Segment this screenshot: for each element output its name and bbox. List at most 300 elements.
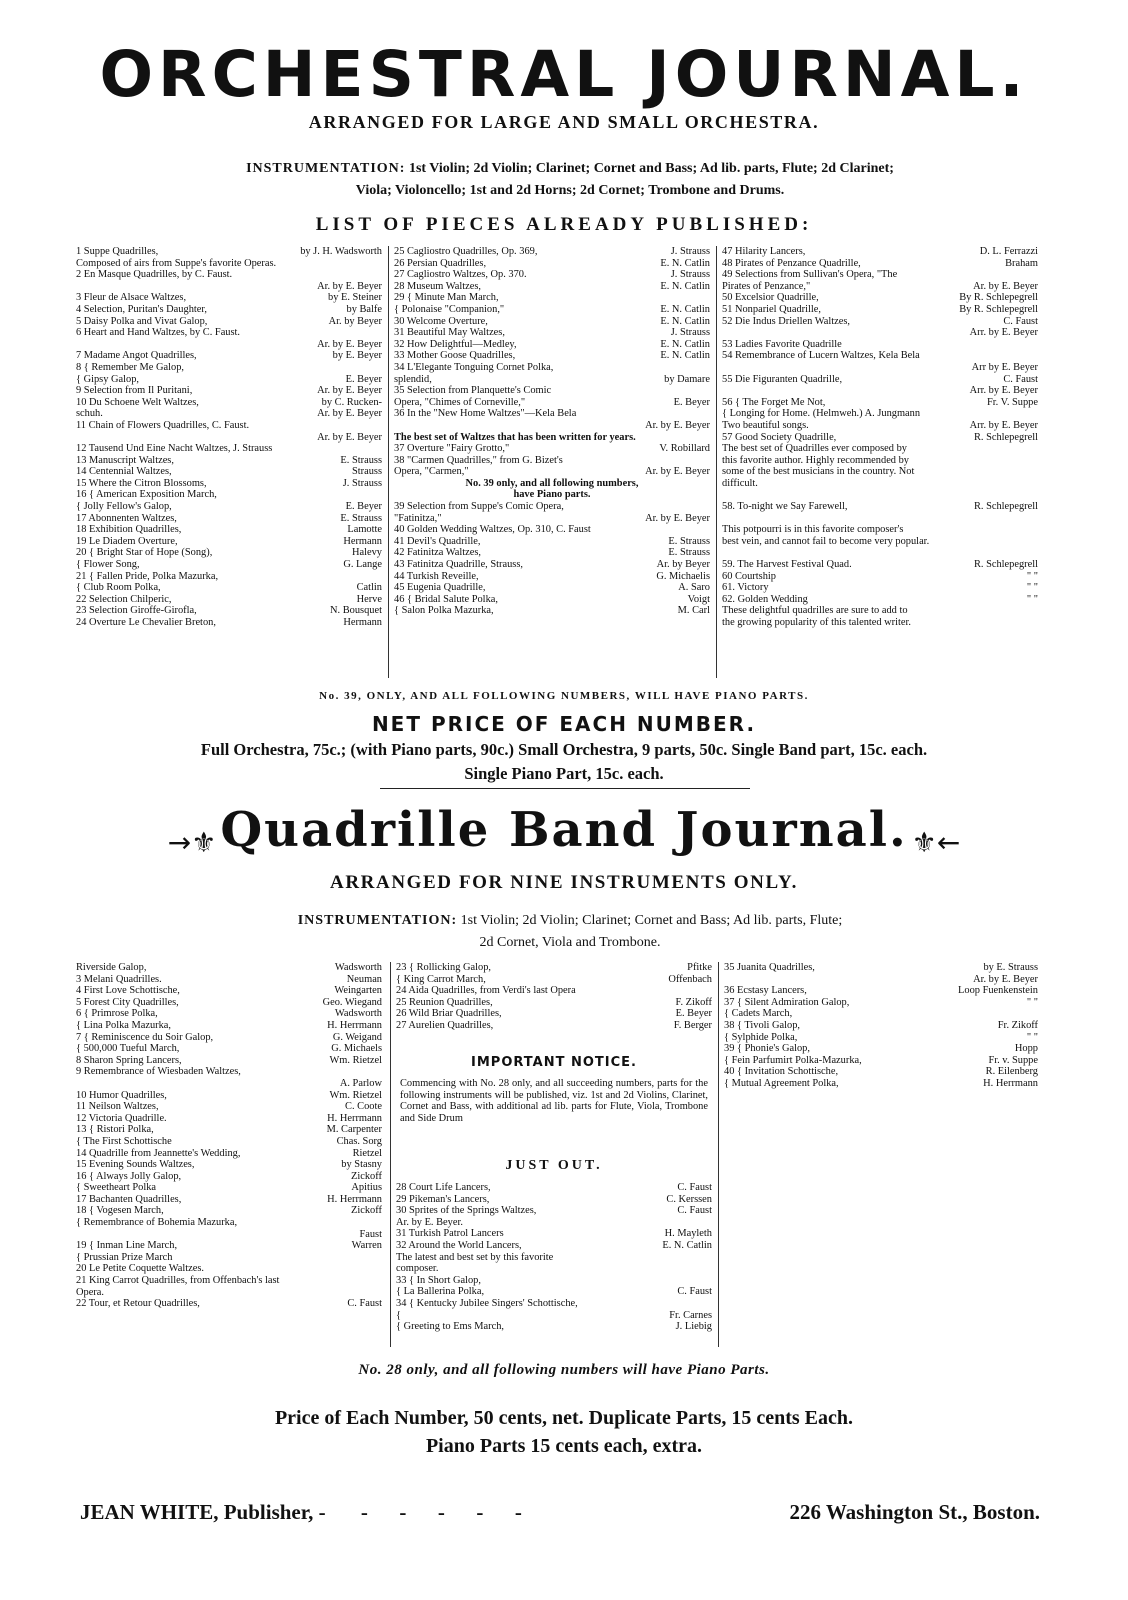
piece-composer: J. Strauss: [670, 246, 710, 257]
list-item: [722, 594, 1038, 606]
list-item: [76, 1275, 382, 1287]
list-item: [76, 316, 382, 328]
piece-title: 30 Sprites of the Springs Waltzes,: [396, 1205, 537, 1217]
list-item: [396, 1321, 712, 1333]
piece-composer: H. Herrmann: [327, 1193, 382, 1205]
piece-title: { Fein Parfumirt Polka-Mazurka,: [724, 1054, 862, 1066]
list-item: [396, 1310, 712, 1322]
list-item: [76, 374, 382, 386]
list-title: LIST OF PIECES ALREADY PUBLISHED:: [315, 214, 813, 235]
piece-title: 17 Bachanten Quadrilles,: [76, 1193, 182, 1205]
piece-title: 47 Hilarity Lancers,: [722, 246, 806, 257]
piece-composer: Herve: [356, 593, 382, 605]
list-item: [76, 432, 382, 444]
piece-title: This potpourri is in this favorite composer's: [722, 524, 904, 536]
piece-title: 17 Abonnenten Waltzes,: [76, 512, 177, 524]
piece-composer: E. Beyer: [673, 396, 710, 408]
list-item: [722, 443, 1038, 455]
piece-title: [722, 547, 725, 559]
piece-title: { Club Room Polka,: [76, 582, 161, 594]
piece-title: Opera, "Carmen,": [394, 466, 469, 478]
list-item: [396, 1205, 712, 1217]
piece-title: 55 Die Figuranten Quadrille,: [722, 373, 843, 385]
list-item: [76, 962, 382, 974]
list-item: [76, 524, 382, 536]
list-item: [76, 350, 382, 362]
piece-title: 25 Cagliostro Quadrilles, Op. 369,: [394, 246, 538, 257]
piece-composer: C. Faust: [347, 1298, 382, 1310]
list-item: [394, 605, 710, 617]
piece-title: 4 First Love Schottische,: [76, 985, 180, 997]
piece-title: 59. The Harvest Festival Quad.: [722, 559, 852, 571]
important-notice-text: Commencing with No. 28 only, and all succeeding numbers, parts for the following instruments will be published, viz. 1st and 2d Violins, Clarinet, Cornet and Bass, with additional ad lib. parts for Flute, Viola, Trombone and Side Drum: [400, 1078, 708, 1124]
piece-title: 43 Fatinitza Quadrille, Strauss,: [394, 559, 523, 571]
list-item: [76, 1240, 382, 1252]
important-notice-title: IMPORTANT NOTICE.: [471, 1055, 637, 1070]
piece-title: 37 { Silent Admiration Galop,: [724, 996, 850, 1008]
piece-title: 61. Victory: [722, 582, 769, 594]
piece-title: 13 { Ristori Polka,: [76, 1124, 154, 1136]
piece-title: 37 Overture "Fairy Grotto,": [394, 443, 510, 455]
piece-composer: H. Herrmann: [983, 1077, 1038, 1089]
piece-composer: E. Beyer: [345, 501, 382, 513]
list-item: [394, 258, 710, 270]
piece-composer: C. Kerssen: [666, 1193, 712, 1205]
list-item: [76, 455, 382, 467]
list-item: [722, 617, 1038, 629]
piece-title: 35 Juanita Quadrilles,: [724, 962, 815, 973]
piece-composer: Ar. by Beyer: [328, 315, 382, 327]
list-item: [722, 559, 1038, 571]
piece-title: best vein, and cannot fail to become very popular.: [722, 535, 930, 547]
piece-composer: E. Strauss: [340, 512, 382, 524]
piece-title: 30 Welcome Overture,: [394, 315, 488, 327]
list-item: [396, 1020, 712, 1032]
piece-title: schuh.: [76, 408, 103, 420]
piece-title: 62. Golden Wedding: [722, 593, 808, 605]
list-item: [76, 258, 382, 270]
list-item: [724, 997, 1038, 1009]
piece-title: No. 39 only, and all following numbers,: [465, 477, 639, 489]
list-item: [394, 513, 710, 525]
piece-composer: Wadsworth: [334, 1008, 382, 1020]
list-item: [724, 962, 1038, 974]
piece-title: 21 King Carrot Quadrilles, from Offenbach's last: [76, 1275, 280, 1287]
piece-composer: E. N. Catlin: [660, 350, 710, 362]
piece-title: have Piano parts.: [513, 489, 591, 501]
list-item: [76, 501, 382, 513]
piece-composer: Hopp: [1014, 1043, 1038, 1055]
piece-title: 24 Overture Le Chevalier Breton,: [76, 617, 216, 628]
piece-composer: R. Schlepegrell: [973, 559, 1038, 571]
piece-composer: E. Strauss: [340, 454, 382, 466]
piece-composer: E. N. Catlin: [660, 338, 710, 350]
piece-title: 33 Mother Goose Quadrilles,: [394, 350, 516, 362]
list-item: [722, 524, 1038, 536]
list-item: [394, 432, 710, 444]
list-item: [724, 1055, 1038, 1067]
piece-composer: C. Faust: [677, 1205, 712, 1217]
piece-composer: " ": [1026, 570, 1038, 582]
list-item: [394, 559, 710, 571]
piece-composer: E. N. Catlin: [660, 257, 710, 269]
quadrille-column-3: [724, 962, 1038, 1090]
piece-composer: Fr. V. Suppe: [986, 396, 1038, 408]
piece-composer: J. Strauss: [342, 477, 382, 489]
piece-composer: Ar. by E. Beyer: [973, 280, 1038, 292]
ornament-left-icon: →⚜: [167, 825, 217, 859]
piece-title: 16 { Always Jolly Galop,: [76, 1170, 182, 1182]
piece-title: 31 Beautiful May Waltzes,: [394, 327, 505, 339]
page-title: ORCHESTRAL JOURNAL.: [99, 38, 1029, 111]
list-item: [76, 1008, 382, 1020]
list-item: [722, 269, 1038, 281]
quadrille-column-1: [76, 962, 382, 1310]
piece-composer: by E. Beyer: [332, 350, 382, 362]
piece-title: { Sylphide Polka,: [724, 1031, 798, 1043]
piece-title: 10 Du Schoene Welt Waltzes,: [76, 396, 199, 408]
list-item: [394, 385, 710, 397]
piece-title: 10 Humor Quadrilles,: [76, 1089, 167, 1101]
piece-composer: Neuman: [346, 973, 382, 985]
list-item: [722, 420, 1038, 432]
list-item: [724, 1043, 1038, 1055]
piece-title: 13 Manuscript Waltzes,: [76, 454, 174, 466]
piece-composer: G. Michaels: [331, 1043, 382, 1055]
piece-title: { La Ballerina Polka,: [396, 1286, 485, 1298]
list-item: [76, 1136, 382, 1148]
piece-composer: V. Robillard: [659, 443, 710, 455]
piece-title: 22 Tour, et Retour Quadrilles,: [76, 1298, 200, 1310]
piece-title: 42 Fatinitza Waltzes,: [394, 547, 481, 559]
piece-title: { Flower Song,: [76, 559, 140, 571]
list-item: [724, 985, 1038, 997]
piece-composer: Lamotte: [347, 524, 382, 536]
piece-title: 11 Neilson Waltzes,: [76, 1101, 159, 1113]
list-item: [396, 1275, 712, 1287]
instrumentation-label: INSTRUMENTATION:: [297, 913, 458, 928]
piece-title: 29 { Minute Man March,: [394, 292, 499, 304]
piece-title: 39 { Phonie's Galop,: [724, 1043, 810, 1055]
list-item: [76, 489, 382, 501]
piece-title: 57 Good Society Quadrille,: [722, 431, 837, 443]
piece-composer: E. Beyer: [675, 1008, 712, 1020]
list-item: [394, 455, 710, 467]
piece-title: [722, 513, 725, 525]
piece-title: 28 Museum Waltzes,: [394, 280, 481, 292]
list-item: [724, 1066, 1038, 1078]
list-item: [396, 974, 712, 986]
list-item: [396, 1252, 712, 1264]
list-item: [76, 292, 382, 304]
list-item: [722, 316, 1038, 328]
piece-composer: Arr. by E. Beyer: [969, 419, 1038, 431]
instrumentation-text-2: 2d Cornet, Viola and Trombone.: [479, 935, 661, 950]
piece-composer: by Balfe: [346, 303, 382, 315]
piece-title: 12 Tausend Und Eine Nacht Waltzes, J. Strauss: [76, 443, 273, 455]
piece-title: composer.: [396, 1263, 439, 1275]
list-item: [722, 571, 1038, 583]
piece-title: 5 Forest City Quadrilles,: [76, 996, 179, 1008]
piece-title: 2 En Masque Quadrilles, by C. Faust.: [76, 269, 233, 281]
list-item: [722, 304, 1038, 316]
piece-title: 52 Die Indus Driellen Waltzes,: [722, 315, 850, 327]
piece-composer: Ar. by E. Beyer: [317, 280, 382, 292]
piece-composer: by Damare: [664, 373, 710, 385]
piece-title: 28 Court Life Lancers,: [396, 1182, 491, 1193]
piece-title: 32 Around the World Lancers,: [396, 1239, 522, 1251]
piece-title: 14 Quadrille from Jeannette's Wedding,: [76, 1147, 241, 1159]
piece-title: { Longing for Home. (Helmweh.) A. Jungmann: [722, 408, 921, 420]
list-item: [76, 513, 382, 525]
piece-composer: Warren: [351, 1240, 382, 1252]
piece-composer: Fr. Carnes: [669, 1309, 712, 1321]
piece-title: [76, 1078, 79, 1090]
list-item: [722, 350, 1038, 362]
list-item: [396, 1008, 712, 1020]
piece-title: 14 Centennial Waltzes,: [76, 466, 172, 478]
list-item: [394, 362, 710, 374]
column-divider: [718, 962, 719, 1347]
piece-composer: " ": [1026, 582, 1038, 594]
piece-title: The best set of Waltzes that has been written for years.: [394, 431, 636, 443]
piece-title: 16 { American Exposition March,: [76, 489, 217, 501]
piece-title: 38 { Tivoli Galop,: [724, 1019, 801, 1031]
piece-composer: H. Herrmann: [327, 1019, 382, 1031]
piece-composer: A. Parlow: [339, 1077, 382, 1089]
piece-composer: by E. Strauss: [983, 962, 1038, 973]
piece-composer: E. N. Catlin: [660, 280, 710, 292]
piece-composer: Wadsworth: [334, 962, 382, 973]
list-item: [76, 1182, 382, 1194]
piece-title: 11 Chain of Flowers Quadrilles, C. Faust.: [76, 419, 250, 431]
orchestral-piano-note: No. 39, ONLY, AND ALL FOLLOWING NUMBERS, WILL HAVE PIANO PARTS.: [319, 690, 809, 702]
piece-title: 38 "Carmen Quadrilles," from G. Bizet's: [394, 454, 563, 466]
list-item: [394, 269, 710, 281]
list-item: [722, 246, 1038, 258]
list-item: [396, 1182, 712, 1194]
piece-title: 46 { Bridal Salute Polka,: [394, 593, 498, 605]
piece-composer: Catlin: [356, 582, 382, 594]
piece-title: { Cadets March,: [724, 1008, 793, 1020]
list-item: [722, 374, 1038, 386]
list-item: [722, 489, 1038, 501]
list-item: [394, 316, 710, 328]
piece-title: 19 Le Diadem Overture,: [76, 535, 178, 547]
piece-title: 31 Turkish Patrol Lancers: [396, 1228, 504, 1240]
piece-title: this favorite author. Highly recommended by: [722, 454, 909, 466]
list-item: [76, 974, 382, 986]
list-item: [76, 362, 382, 374]
piece-composer: Hermann: [343, 617, 382, 628]
piece-composer: J. Strauss: [670, 269, 710, 281]
list-item: [394, 339, 710, 351]
list-item: [722, 501, 1038, 513]
piece-title: 49 Selections from Sullivan's Opera, "The: [722, 269, 898, 281]
piece-composer: R. Schlepegrell: [973, 431, 1038, 443]
price-line-1: Full Orchestra, 75c.; (with Piano parts, 90c.) Small Orchestra, 9 parts, 50c. Single Band part, 15c. each.: [200, 740, 928, 759]
piece-composer: E. Strauss: [668, 535, 710, 547]
list-item: [76, 1124, 382, 1136]
piece-title: [76, 432, 79, 444]
piece-title: { King Carrot March,: [396, 973, 486, 985]
column-divider: [716, 246, 717, 678]
piece-composer: Arr. by E. Beyer: [969, 385, 1038, 397]
piece-composer: Apitius: [351, 1182, 382, 1194]
publisher-address: 226 Washington St., Boston.: [789, 1500, 1040, 1524]
list-item: [76, 420, 382, 432]
piece-title: [722, 362, 725, 374]
list-item: [722, 281, 1038, 293]
net-price-title: NET PRICE OF EACH NUMBER.: [371, 712, 757, 736]
list-item: [724, 1020, 1038, 1032]
list-item: [396, 1228, 712, 1240]
piece-composer: H. Herrmann: [327, 1112, 382, 1124]
quadrille-title-block: [60, 800, 1068, 860]
list-item: [722, 327, 1038, 339]
piece-title: [724, 974, 727, 986]
piece-title: These delightful quadrilles are sure to add to: [722, 605, 908, 617]
list-item: [396, 985, 712, 997]
piece-title: 53 Ladies Favorite Quadrille: [722, 338, 842, 350]
piece-title: Composed of airs from Suppe's favorite Operas.: [76, 257, 277, 269]
piece-title: 18 Exhibition Quadrilles,: [76, 524, 182, 536]
piece-title: The latest and best set by this favorite: [396, 1251, 554, 1263]
piece-composer: M. Carl: [677, 605, 710, 617]
list-item: [722, 408, 1038, 420]
piece-composer: C. Coote: [345, 1101, 382, 1113]
piece-title: 32 How Delightful—Medley,: [394, 338, 517, 350]
publisher-name: JEAN WHITE, Publisher, -: [80, 1500, 326, 1524]
list-item: [76, 385, 382, 397]
list-item: [394, 501, 710, 513]
piece-composer: Voigt: [687, 593, 710, 605]
piece-title: 23 Selection Giroffe-Girofla,: [76, 605, 197, 617]
list-item: [76, 1194, 382, 1206]
piece-composer: E. N. Catlin: [660, 303, 710, 315]
list-item: [76, 1229, 382, 1241]
quadrille-instrumentation: [80, 910, 1060, 954]
list-item: [76, 1171, 382, 1183]
list-item: [76, 339, 382, 351]
piece-title: 9 Selection from Il Puritani,: [76, 385, 193, 397]
piece-title: 36 Ecstasy Lancers,: [724, 985, 807, 997]
piece-composer: Pfitke: [687, 962, 712, 973]
piece-title: 50 Excelsior Quadrille,: [722, 292, 819, 304]
piece-title: 36 In the "New Home Waltzes"—Kela Bela: [394, 408, 577, 420]
piece-title: 34 L'Elegante Tonguing Cornet Polka,: [394, 361, 554, 373]
quadrille-subtitle: ARRANGED FOR NINE INSTRUMENTS ONLY.: [330, 872, 798, 893]
piece-composer: Ar. by E. Beyer: [645, 512, 710, 524]
quadrille-column-2-bottom: [396, 1182, 712, 1333]
piece-title: Ar. by E. Beyer.: [396, 1216, 463, 1228]
piece-title: 6 { Primrose Polka,: [76, 1008, 158, 1020]
piece-composer: E. N. Catlin: [660, 315, 710, 327]
piece-composer: Wm. Rietzel: [329, 1054, 382, 1066]
piece-composer: Ar. by E. Beyer: [645, 466, 710, 478]
list-item: [76, 1043, 382, 1055]
section-divider: [380, 788, 750, 789]
piece-composer: Chas. Sorg: [336, 1135, 382, 1147]
piece-composer: N. Bousquet: [330, 605, 382, 617]
piece-title: 25 Reunion Quadrilles,: [396, 996, 493, 1008]
piece-title: 9 Remembrance of Wiesbaden Waltzes,: [76, 1066, 241, 1078]
piece-title: 44 Turkish Reveille,: [394, 570, 479, 582]
list-item: [76, 617, 382, 629]
list-item: [722, 466, 1038, 478]
list-item: [76, 1066, 382, 1078]
list-item: [76, 408, 382, 420]
list-item: [396, 1217, 712, 1229]
piece-title: 7 { Reminiscence du Soir Galop,: [76, 1031, 214, 1043]
orchestral-column-1: [76, 246, 382, 629]
piece-composer: by J. H. Wadsworth: [300, 246, 382, 257]
piece-composer: Wm. Rietzel: [329, 1089, 382, 1101]
list-item: [394, 478, 710, 490]
piece-title: 3 Melani Quadrilles.: [76, 973, 162, 985]
piece-composer: Ar. by E. Beyer: [973, 973, 1038, 985]
piece-title: the growing popularity of this talented writer.: [722, 617, 912, 628]
piece-title: [722, 385, 725, 397]
piece-composer: Braham: [1005, 257, 1038, 269]
piece-title: { Lina Polka Mazurka,: [76, 1019, 172, 1031]
piece-title: 6 Heart and Hand Waltzes, by C. Faust.: [76, 327, 241, 339]
list-item: [76, 1101, 382, 1113]
list-item: [722, 362, 1038, 374]
piece-composer: J. Strauss: [670, 327, 710, 339]
piece-title: 18 { Vogesen March,: [76, 1205, 164, 1217]
piece-composer: by Stasny: [341, 1159, 382, 1171]
instrumentation-text-1: 1st Violin; 2d Violin; Clarinet; Cornet and Bass; Ad lib. parts, Flute; 2d Clarinet;: [408, 161, 894, 176]
list-item: [76, 281, 382, 293]
list-item: [76, 1055, 382, 1067]
list-item: [722, 605, 1038, 617]
piece-title: 23 { Rollicking Galop,: [396, 962, 492, 973]
list-item: [394, 582, 710, 594]
list-item: [722, 292, 1038, 304]
piece-composer: C. Faust: [1003, 315, 1038, 327]
just-out-title: JUST OUT.: [505, 1158, 603, 1173]
piece-composer: Rietzel: [352, 1147, 382, 1159]
list-item: [76, 1032, 382, 1044]
piece-composer: By R. Schlepegrell: [959, 292, 1038, 304]
list-item: [76, 985, 382, 997]
piece-composer: Strauss: [351, 466, 382, 478]
list-item: [722, 385, 1038, 397]
list-item: [394, 536, 710, 548]
piece-title: "Fatinitza,": [394, 512, 442, 524]
list-item: [396, 997, 712, 1009]
list-item: [76, 1205, 382, 1217]
piece-title: 7 Madame Angot Quadrilles,: [76, 350, 197, 362]
piece-composer: Fr. v. Suppe: [988, 1054, 1038, 1066]
piece-title: 21 { Fallen Pride, Polka Mazurka,: [76, 570, 219, 582]
piece-composer: Geo. Wiegand: [322, 996, 382, 1008]
list-item: [76, 594, 382, 606]
list-item: [76, 397, 382, 409]
list-item: [76, 536, 382, 548]
piece-composer: Ar. by E. Beyer: [317, 338, 382, 350]
piece-composer: J. Liebig: [675, 1321, 712, 1333]
list-item: [722, 455, 1038, 467]
piece-title: 58. To-night we Say Farewell,: [722, 501, 848, 513]
list-item: [394, 408, 710, 420]
list-item: [76, 605, 382, 617]
list-item: [76, 1263, 382, 1275]
piece-composer: G. Lange: [343, 559, 382, 571]
piece-title: 8 { Remember Me Galop,: [76, 361, 185, 373]
list-item: [394, 489, 710, 501]
